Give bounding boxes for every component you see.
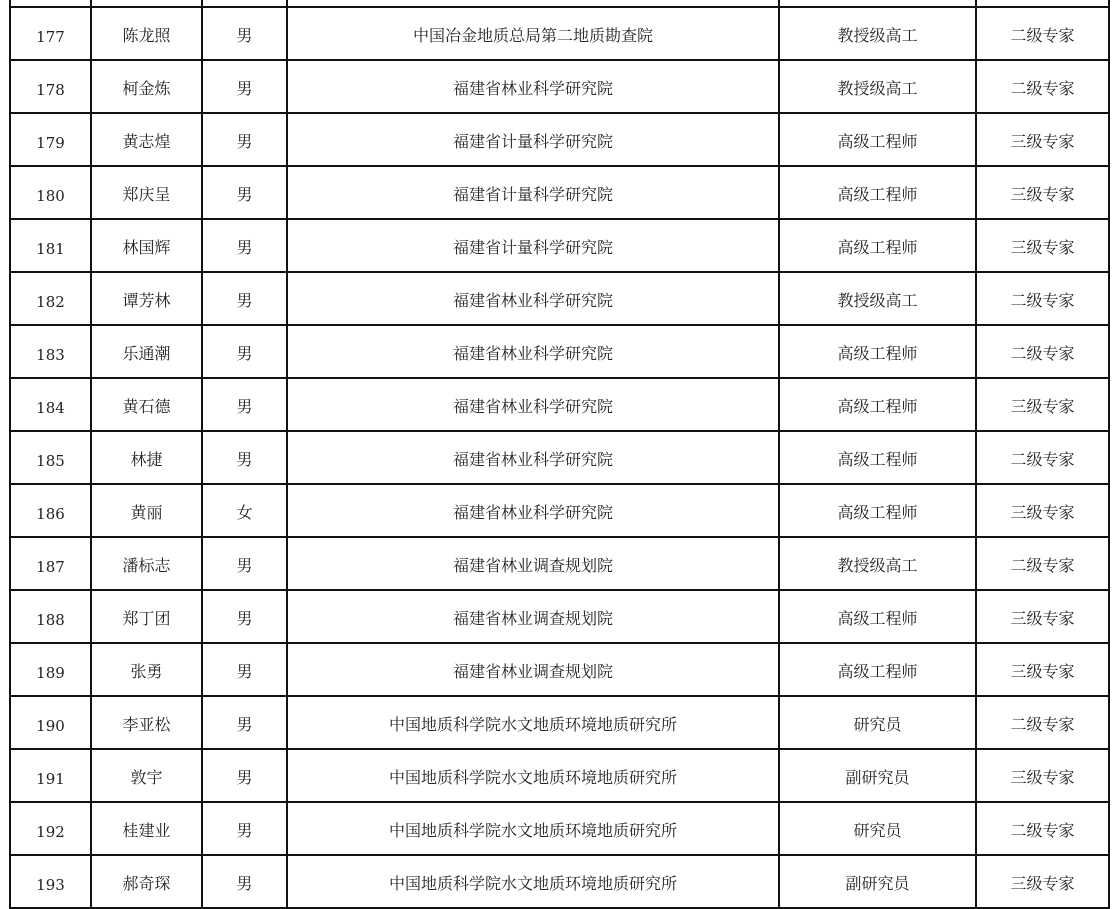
roster-body [10,0,1109,908]
serial-number-cell: 185 [10,431,91,484]
title-cell: 高级工程师 [779,484,976,537]
name-cell: 桂建业 [91,802,202,855]
serial-number-cell: 192 [10,802,91,855]
gender-cell: 男 [202,7,287,60]
unit-cell: 福建省计量科学研究院 [287,166,779,219]
gender-cell: 男 [202,60,287,113]
title-cell: 教授级高工 [779,272,976,325]
title-cell: 研究员 [779,696,976,749]
gender-cell: 男 [202,166,287,219]
expert-level-cell: 三级专家 [976,378,1109,431]
serial-number-cell: 184 [10,378,91,431]
gender-cell: 男 [202,802,287,855]
expert-level-cell: 二级专家 [976,431,1109,484]
serial-number-cell: 189 [10,643,91,696]
name-cell: 黄丽 [91,484,202,537]
table-row [10,590,1109,643]
name-cell: 林国辉 [91,219,202,272]
unit-cell: 福建省林业调查规划院 [287,643,779,696]
title-cell: 高级工程师 [779,325,976,378]
title-cell: 高级工程师 [779,643,976,696]
serial-number-cell: 191 [10,749,91,802]
title-cell: 高级工程师 [779,431,976,484]
expert-level-cell: 三级专家 [976,484,1109,537]
name-cell: 陈龙照 [91,7,202,60]
unit-cell: 福建省林业调查规划院 [287,537,779,590]
name-cell: 潘标志 [91,537,202,590]
table-row [10,749,1109,802]
name-cell: 李亚松 [91,696,202,749]
expert-level-cell: 二级专家 [976,60,1109,113]
serial-number-cell: 193 [10,855,91,908]
unit-cell: 福建省林业科学研究院 [287,484,779,537]
table-row [10,219,1109,272]
name-cell: 谭芳林 [91,272,202,325]
table-row [10,166,1109,219]
name-cell: 敦宇 [91,749,202,802]
unit-cell: 中国冶金地质总局第二地质勘查院 [287,7,779,60]
gender-cell: 男 [202,113,287,166]
serial-number-cell: 183 [10,325,91,378]
name-cell: 林捷 [91,431,202,484]
table-row [10,431,1109,484]
unit-cell: 福建省林业科学研究院 [287,325,779,378]
title-cell: 高级工程师 [779,378,976,431]
title-cell: 高级工程师 [779,166,976,219]
serial-number-cell: 187 [10,537,91,590]
title-cell: 高级工程师 [779,219,976,272]
serial-number-cell: 188 [10,590,91,643]
serial-number-cell: 186 [10,484,91,537]
title-cell: 副研究员 [779,855,976,908]
name-cell: 郝奇琛 [91,855,202,908]
expert-level-cell: 二级专家 [976,272,1109,325]
name-cell: 柯金炼 [91,60,202,113]
expert-level-cell: 二级专家 [976,325,1109,378]
gender-cell: 男 [202,431,287,484]
serial-number-cell: 178 [10,60,91,113]
unit-cell: 中国地质科学院水文地质环境地质研究所 [287,696,779,749]
unit-cell: 福建省林业科学研究院 [287,272,779,325]
serial-number-cell: 179 [10,113,91,166]
gender-cell: 男 [202,643,287,696]
name-cell: 黄志煌 [91,113,202,166]
name-cell: 郑丁团 [91,590,202,643]
gender-cell: 男 [202,325,287,378]
previous-row-edge [10,0,1109,7]
gender-cell: 男 [202,537,287,590]
expert-level-cell: 三级专家 [976,749,1109,802]
expert-level-cell: 三级专家 [976,113,1109,166]
table-row [10,272,1109,325]
gender-cell: 男 [202,749,287,802]
unit-cell: 中国地质科学院水文地质环境地质研究所 [287,855,779,908]
expert-level-cell: 二级专家 [976,537,1109,590]
table-row [10,484,1109,537]
gender-cell: 男 [202,378,287,431]
gender-cell: 男 [202,219,287,272]
expert-level-cell: 三级专家 [976,219,1109,272]
table-row [10,696,1109,749]
title-cell: 教授级高工 [779,7,976,60]
name-cell: 乐通潮 [91,325,202,378]
title-cell: 教授级高工 [779,537,976,590]
gender-cell: 女 [202,484,287,537]
table-row [10,60,1109,113]
expert-roster-table [9,0,1110,909]
serial-number-cell: 190 [10,696,91,749]
expert-level-cell: 二级专家 [976,696,1109,749]
serial-number-cell: 182 [10,272,91,325]
unit-cell: 福建省计量科学研究院 [287,113,779,166]
expert-level-cell: 三级专家 [976,855,1109,908]
unit-cell: 福建省计量科学研究院 [287,219,779,272]
expert-level-cell: 三级专家 [976,643,1109,696]
unit-cell: 中国地质科学院水文地质环境地质研究所 [287,802,779,855]
unit-cell: 福建省林业科学研究院 [287,60,779,113]
name-cell: 黄石德 [91,378,202,431]
gender-cell: 男 [202,590,287,643]
serial-number-cell: 177 [10,7,91,60]
title-cell: 高级工程师 [779,113,976,166]
table-row [10,537,1109,590]
table-row [10,325,1109,378]
unit-cell: 福建省林业科学研究院 [287,378,779,431]
expert-roster-sheet [9,0,1108,909]
expert-level-cell: 二级专家 [976,802,1109,855]
table-row [10,802,1109,855]
table-row [10,113,1109,166]
gender-cell: 男 [202,272,287,325]
name-cell: 郑庆呈 [91,166,202,219]
table-row [10,643,1109,696]
serial-number-cell: 181 [10,219,91,272]
expert-level-cell: 三级专家 [976,166,1109,219]
title-cell: 副研究员 [779,749,976,802]
gender-cell: 男 [202,855,287,908]
table-row [10,378,1109,431]
gender-cell: 男 [202,696,287,749]
table-row [10,7,1109,60]
serial-number-cell: 180 [10,166,91,219]
unit-cell: 福建省林业调查规划院 [287,590,779,643]
table-row [10,855,1109,908]
unit-cell: 福建省林业科学研究院 [287,431,779,484]
expert-level-cell: 二级专家 [976,7,1109,60]
title-cell: 研究员 [779,802,976,855]
name-cell: 张勇 [91,643,202,696]
unit-cell: 中国地质科学院水文地质环境地质研究所 [287,749,779,802]
expert-level-cell: 三级专家 [976,590,1109,643]
title-cell: 教授级高工 [779,60,976,113]
title-cell: 高级工程师 [779,590,976,643]
